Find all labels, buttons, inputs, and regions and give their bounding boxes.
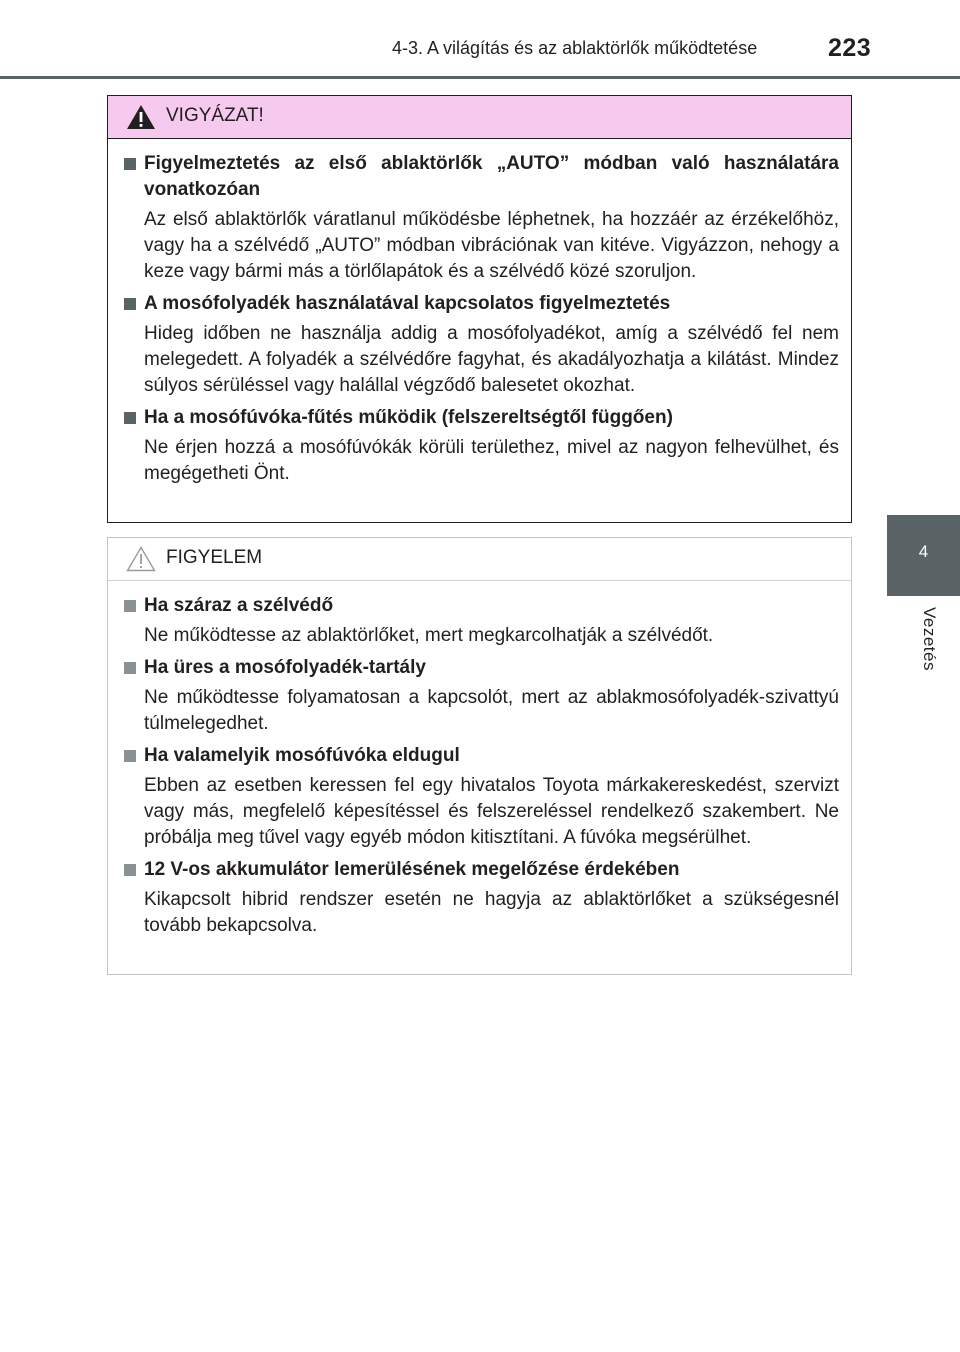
notice-body <box>108 581 851 939</box>
warning-item <box>119 405 839 487</box>
warning-item-text: Ne érjen hozzá a mosófúvókák körüli területhez, mivel az nagyon felhevülhet, és megégetheti Önt. <box>144 437 839 484</box>
warning-item-text: Az első ablaktörlők váratlanul működésbe léphetnek, ha hozzáér az érzékelőhöz, vagy ha a szélvédő „AUTO” módban vibrációnak van kitéve. Vigyázzon, nehogy a keze vagy bármi más a törlőlapátok és a szélvédő közé szoruljon. <box>144 209 839 282</box>
square-bullet-icon <box>124 600 136 612</box>
chapter-name: Vezetés <box>920 607 939 671</box>
notice-item-text: Ebben az esetben keressen fel egy hivatalos Toyota márkakereskedést, szervizt vagy más, megfelelő képesítéssel és felszereléssel rendelkező szakembert. Ne próbálja meg tűvel vagy egyéb módon kitisztítani. A fúvóka megsérülhet. <box>144 775 839 848</box>
notice-item <box>119 593 839 649</box>
notice-item-text: Kikapcsolt hibrid rendszer esetén ne hagyja az ablaktörlőket a szükségesnél tovább bekapcsolva. <box>144 889 839 936</box>
warning-box <box>107 95 852 523</box>
warning-item-title: Figyelmeztetés az első ablaktörlők „AUTO” módban való használatára vonatkozóan <box>119 151 839 203</box>
notice-item-title: Ha száraz a szélvédő <box>119 593 839 619</box>
notice-item-title: 12 V-os akkumulátor lemerülésének megelőzése érdekében <box>119 857 839 883</box>
notice-item-text: Ne működtesse az ablaktörlőket, mert megkarcolhatják a szélvédőt. <box>144 625 714 646</box>
section-title: 4-3. A világítás és az ablaktörlők működtetése <box>392 38 758 58</box>
square-bullet-icon <box>124 864 136 876</box>
warning-item-title: Ha a mosófúvóka-fűtés működik (felszereltségtől függően) <box>119 405 839 431</box>
header-rule <box>0 76 960 79</box>
warning-header <box>108 96 851 139</box>
notice-header <box>108 538 851 581</box>
caution-triangle-icon <box>126 546 156 572</box>
notice-item-text: Ne működtesse folyamatosan a kapcsolót, mert az ablakmosófolyadék-szivattyú túlmelegedhet. <box>144 687 839 734</box>
notice-item <box>119 857 839 939</box>
page-number: 223 <box>828 34 872 62</box>
chapter-number: 4 <box>918 542 929 561</box>
notice-item-title: Ha üres a mosófolyadék-tartály <box>119 655 839 681</box>
warning-label: VIGYÁZAT! <box>166 105 264 126</box>
notice-item <box>119 743 839 851</box>
warning-item <box>119 291 839 399</box>
warning-item <box>119 151 839 285</box>
square-bullet-icon <box>124 412 136 424</box>
warning-item-text: Hideg időben ne használja addig a mosófolyadékot, amíg a szélvédő fel nem melegedett. A folyadék a szélvédőre fagyhat, és akadályozhatja a kilátást. Mindez súlyos sérüléssel vagy halállal végződő balesetet okozhat. <box>144 323 839 396</box>
warning-triangle-icon <box>126 104 156 130</box>
warning-body <box>108 139 851 487</box>
square-bullet-icon <box>124 158 136 170</box>
warning-item-title: A mosófolyadék használatával kapcsolatos figyelmeztetés <box>119 291 839 317</box>
chapter-tab[interactable] <box>887 515 960 596</box>
notice-label: FIGYELEM <box>166 547 263 568</box>
notice-box <box>107 537 852 975</box>
square-bullet-icon <box>124 662 136 674</box>
notice-item-title: Ha valamelyik mosófúvóka eldugul <box>119 743 839 769</box>
square-bullet-icon <box>124 750 136 762</box>
square-bullet-icon <box>124 298 136 310</box>
notice-item <box>119 655 839 737</box>
